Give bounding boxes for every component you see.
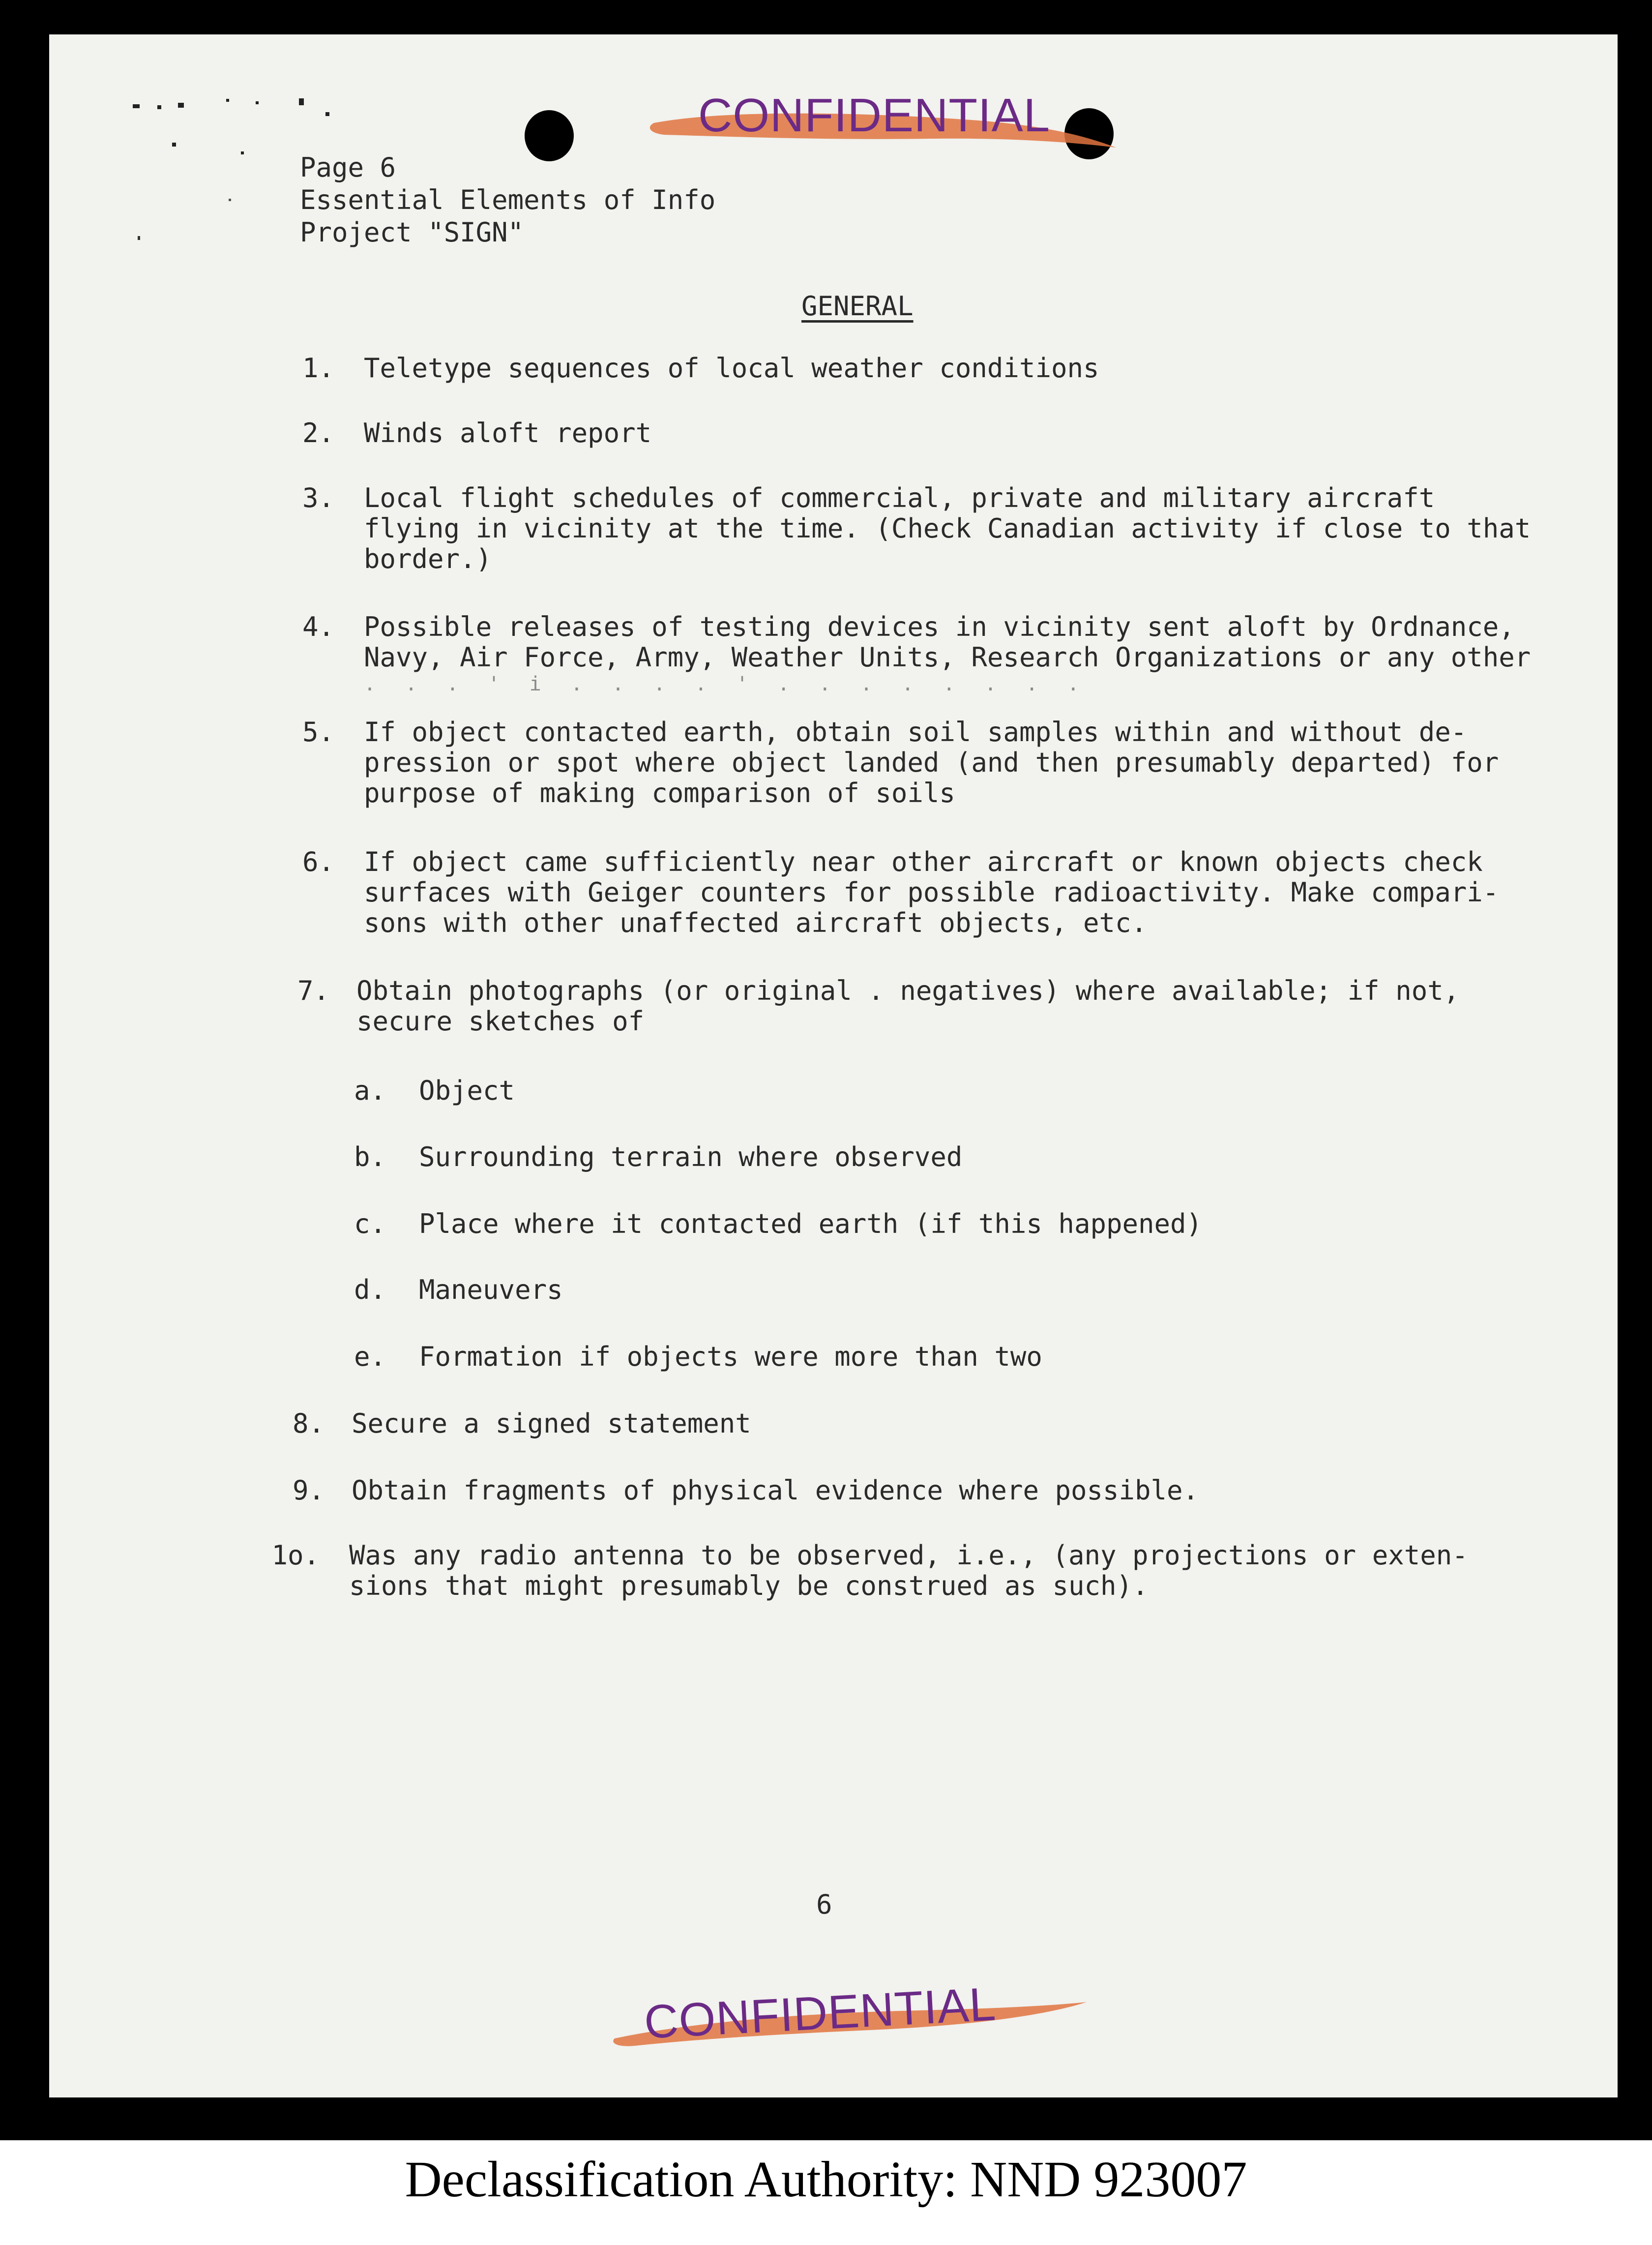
item-line: pression or spot where object landed (and then presumably departed) for [364, 747, 1499, 778]
subitem-text: Maneuvers [419, 1274, 563, 1305]
item-line: Was any radio antenna to be observed, i.e., (any projections or exten- [349, 1540, 1468, 1571]
item-line-faded: . . . ' i . . . . ' . . . . . . . . [364, 673, 1088, 695]
subitem-text: Formation if objects were more than two [419, 1341, 1042, 1372]
item-line: sions that might presumably be construed as such). [349, 1570, 1149, 1601]
confidential-stamp-top [634, 84, 1126, 157]
subitem-text: Object [419, 1075, 515, 1106]
subitem-text: Surrounding terrain where observed [419, 1141, 963, 1172]
header-project-line: Project "SIGN" [300, 217, 524, 248]
item-number: 5. [302, 717, 334, 748]
item-line: secure sketches of [356, 1006, 645, 1037]
confidential-text-top: CONFIDENTIAL [698, 89, 1051, 142]
item-line: flying in vicinity at the time. (Check Canadian activity if close to that [364, 513, 1531, 544]
item-number: 8. [292, 1408, 324, 1439]
item-line: Secure a signed statement [352, 1408, 751, 1439]
item-line: Winds aloft report [364, 418, 652, 449]
item-line: border.) [364, 543, 492, 574]
subitem-letter: b. [354, 1141, 386, 1172]
subitem-letter: e. [354, 1341, 386, 1372]
item-line: surfaces with Geiger counters for possible radioactivity. Make compari- [364, 877, 1499, 908]
item-line: If object came sufficiently near other aircraft or known objects check [364, 846, 1483, 877]
item-line: purpose of making comparison of soils [364, 778, 955, 808]
item-line: sons with other unaffected aircraft objects, etc. [364, 907, 1148, 938]
page-number: 6 [816, 1889, 832, 1920]
item-number: 9. [292, 1475, 324, 1506]
item-line: If object contacted earth, obtain soil samples within and without de- [364, 717, 1467, 748]
item-number: 4. [302, 611, 334, 642]
confidential-text-bottom: CONFIDENTIAL [643, 1977, 998, 2049]
subitem-text: Place where it contacted earth (if this happened) [419, 1208, 1203, 1239]
section-title: GENERAL [801, 291, 914, 322]
subitem-letter: c. [354, 1208, 386, 1239]
item-line: Obtain photographs (or original . negatives) where available; if not, [356, 975, 1460, 1006]
item-number: 1. [302, 353, 334, 384]
subitem-letter: d. [354, 1274, 386, 1305]
item-line: Teletype sequences of local weather conditions [364, 353, 1099, 384]
document-page [49, 34, 1618, 2097]
item-line: Obtain fragments of physical evidence where possible. [352, 1475, 1199, 1506]
header-page-line: Page 6 [300, 152, 396, 183]
confidential-stamp-bottom [605, 1970, 1096, 2053]
item-number: 6. [302, 846, 334, 877]
header-subject-line: Essential Elements of Info [300, 184, 716, 215]
item-number: 1o. [271, 1540, 320, 1571]
punch-hole-left [525, 110, 574, 161]
item-number: 2. [302, 418, 334, 449]
item-line: Navy, Air Force, Army, Weather Units, Research Organizations or any other [364, 642, 1531, 673]
item-line: Possible releases of testing devices in vicinity sent aloft by Ordnance, [364, 611, 1515, 642]
subitem-letter: a. [354, 1075, 386, 1106]
item-number: 7. [297, 975, 329, 1006]
item-line: Local flight schedules of commercial, private and military aircraft [364, 482, 1435, 513]
declassification-footer: Declassification Authority: NND 923007 [405, 2151, 1247, 2208]
item-number: 3. [302, 482, 334, 513]
